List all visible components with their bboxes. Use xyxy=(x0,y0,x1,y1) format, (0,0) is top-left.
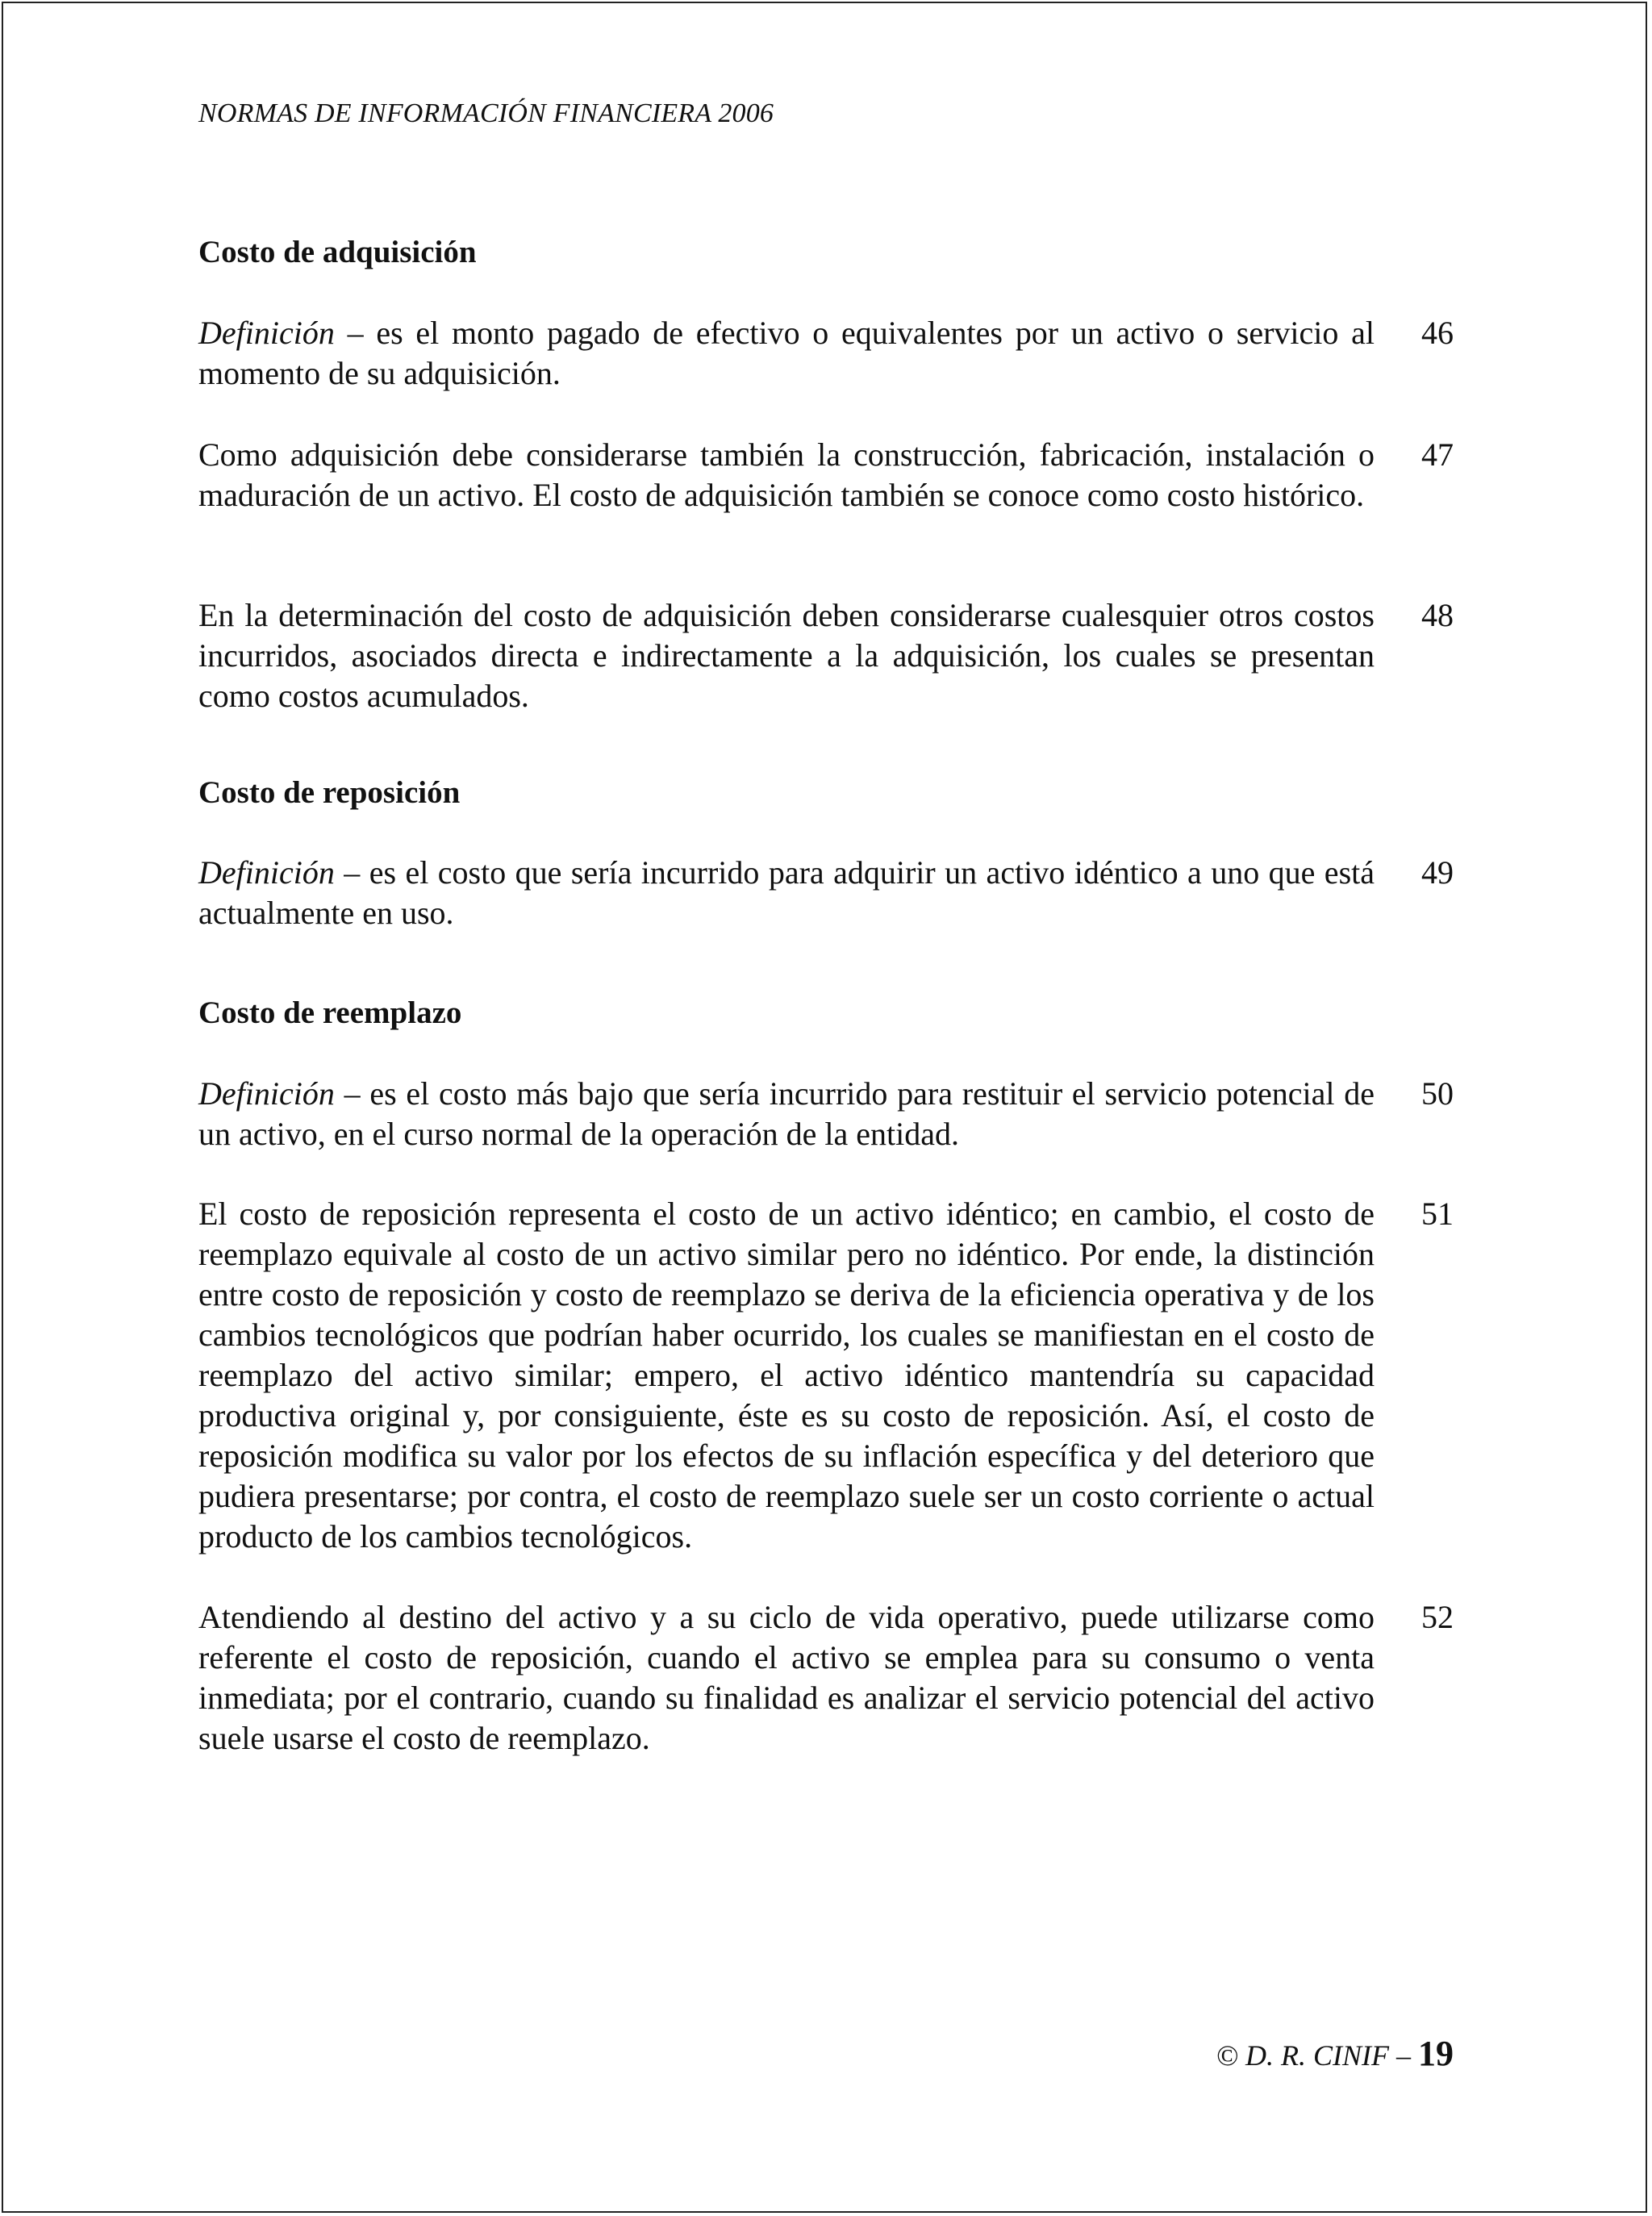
paragraph-number: 49 xyxy=(1421,854,1454,891)
paragraph-number: 51 xyxy=(1421,1196,1454,1232)
paragraph-50 xyxy=(198,1074,1375,1154)
section-heading-costo-reemplazo: Costo de reemplazo xyxy=(198,995,462,1030)
paragraph-number: 47 xyxy=(1421,436,1454,473)
page xyxy=(2,2,1647,2213)
paragraph-47: Como adquisición debe considerarse también la construcción, fabricación, instalación o maduración de un activo. El costo de adquisición también se conoce como costo histórico. xyxy=(198,436,1375,513)
paragraph-46 xyxy=(198,313,1375,394)
definition-label: Definición xyxy=(198,315,335,351)
running-header: NORMAS DE INFORMACIÓN FINANCIERA 2006 xyxy=(198,98,774,128)
paragraph-text: – es el monto pagado de efectivo o equivalentes por un activo o servicio al momento de su adquisición. xyxy=(198,315,1375,391)
paragraph-number: 50 xyxy=(1421,1075,1454,1112)
definition-label: Definición xyxy=(198,1075,335,1112)
section-heading-costo-reposicion: Costo de reposición xyxy=(198,775,461,810)
footer-separator: – xyxy=(1389,2039,1418,2072)
paragraph-52: Atendiendo al destino del activo y a su ciclo de vida operativo, puede utilizarse como referente el costo de reposición, cuando el activo se emplea para su consumo o venta inmediata; por el contrario, cuando su finalidad es analizar el servicio potencial del activo suele usarse el costo de reemplazo. xyxy=(198,1599,1375,1756)
paragraph-51: El costo de reposición representa el costo de un activo idéntico; en cambio, el costo de reemplazo equivale al costo de un activo similar pero no idéntico. Por ende, la distinción entre costo de reposición y costo de reemplazo se deriva de la eficiencia operativa y de los cambios tecnológicos que podrían haber ocurrido, los cuales se manifiestan en el costo de reemplazo del activo similar; empero, el activo idéntico mantendría su capacidad productiva original y, por consiguiente, éste es su costo de reposición. Así, el costo de reposición modifica su valor por los efectos de su inflación específica y del deterioro que pudiera presentarse; por contra, el costo de reemplazo suele ser un costo corriente o actual producto de los cambios tecnológicos. xyxy=(198,1196,1375,1555)
page-footer xyxy=(1216,2033,1454,2074)
paragraph-49 xyxy=(198,853,1375,933)
paragraph-number: 52 xyxy=(1421,1599,1454,1635)
page-number: 19 xyxy=(1418,2034,1454,2073)
paragraph-number: 46 xyxy=(1421,315,1454,351)
definition-label: Definición xyxy=(198,854,335,891)
paragraph-number: 48 xyxy=(1421,597,1454,633)
paragraph-48: En la determinación del costo de adquisición deben considerarse cualesquier otros costos incurridos, asociados directa e indirectamente a la adquisición, los cuales se presentan como costos acumulados. xyxy=(198,597,1375,714)
paragraph-text: – es el costo más bajo que sería incurrido para restituir el servicio potencial de un activo, en el curso normal de la operación de la entidad. xyxy=(198,1075,1375,1152)
paragraph-text: – es el costo que sería incurrido para adquirir un activo idéntico a uno que está actualmente en uso. xyxy=(198,854,1375,931)
section-heading-costo-adquisicion: Costo de adquisición xyxy=(198,235,477,269)
copyright-text: © D. R. CINIF xyxy=(1216,2039,1389,2072)
